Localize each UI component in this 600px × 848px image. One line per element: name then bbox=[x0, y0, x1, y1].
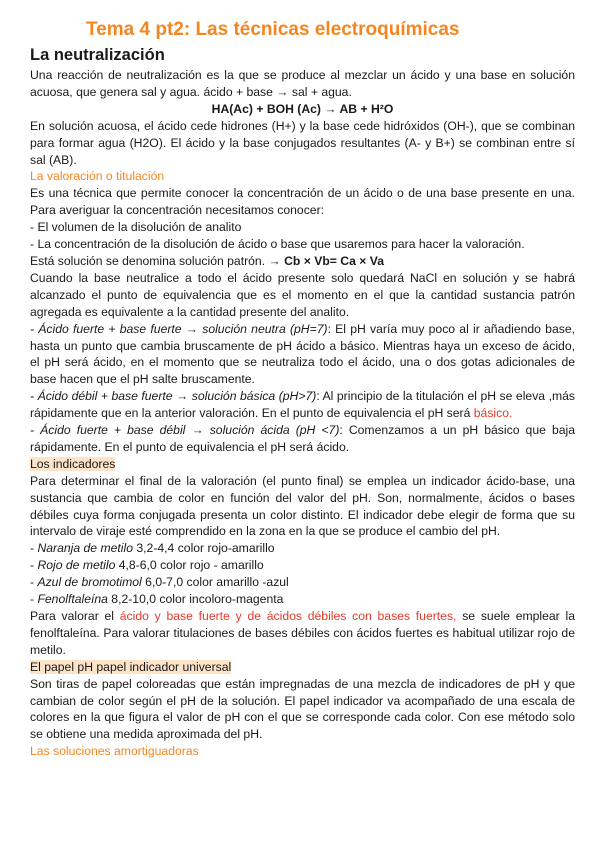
neutralization-equation: HA(Ac) + BOH (Ac) → AB + H²O bbox=[211, 101, 394, 116]
indicator-range: 3,2-4,4 color rojo-amarillo bbox=[132, 541, 275, 556]
case2-red: básico. bbox=[473, 406, 513, 421]
heading-papel-ph: El papel pH papel indicador universal bbox=[30, 659, 232, 674]
heading-indicadores-line bbox=[30, 456, 575, 473]
indicator-name: Naranja de metilo bbox=[37, 541, 133, 556]
list-item-concentracion: - La concentración de la disolución de ácido o base que usaremos para hacer la valoración. bbox=[30, 237, 525, 252]
p2-b: se suele emplear la fenolftaleína. Para valorar titulaciones de bases débiles con ácidos fuertes es habitual utilizar rojo de metilo. bbox=[30, 609, 575, 657]
acid-base-paragraph: En solución acuosa, el ácido cede hidrones (H+) y la base cede hidróxidos (OH-), que se combinan para formar agua (H2O). El ácido y la base conjugados resultantes (A- y B+) se combinan entre sí sal (AB). bbox=[30, 118, 575, 167]
patron-line bbox=[30, 253, 575, 270]
document-page bbox=[30, 18, 575, 760]
heading-valoracion: La valoración o titulación bbox=[30, 169, 165, 184]
fenolftaleina-paragraph bbox=[30, 608, 575, 659]
list-item-volumen: - El volumen de la disolución de analito bbox=[30, 220, 242, 235]
list-item: - Rojo de metilo 4,8-6,0 color rojo - amarillo bbox=[30, 558, 264, 573]
indicator-name: Azul de bromotimol bbox=[37, 575, 142, 590]
heading-papel-line bbox=[30, 659, 575, 676]
case3-text: : Comenzamos a un pH básico que baja rápidamente. En el punto de equivalencia el pH será ácido. bbox=[30, 423, 576, 454]
heading-indicadores: Los indicadores bbox=[30, 456, 116, 471]
papel-paragraph: Son tiras de papel coloreadas que están impregnadas de una mezcla de indicadores de pH y que cambian de color según el pH de la solución. El papel indicador va acompañado de una escala de colores en la que figura el valor de pH con el que se corresponde cada color. Con ese método solo se obtiene una medida aproximada del pH. bbox=[30, 676, 575, 742]
case2-text: : Al principio de la titulación el pH se eleva ,más rápidamente que en la anterior valoración. En el punto de equivalencia el pH será bbox=[30, 389, 575, 421]
indicadores-paragraph: Para determinar el final de la valoración (el punto final) se emplea un indicador ácido-base, una sustancia que cambia de color en función del valor del pH. Son, normalmente, ácidos o bases débiles cuya forma conjugada presenta un color distinto. El indicador debe elegir de forma que su intervalo de viraje esté comprendido en la zona en la que se produce el cambio del pH. bbox=[30, 473, 575, 539]
case1-text: : El pH varía muy poco al ir añadiendo base, hasta un punto que cambia bruscamente de pH ácido a básico. Mientras haya un exceso de ácido, el pH será ácido, en el momento que se neutraliza todo el ácido, una o dos gotas adicionales de base hacen que el pH salte bruscamente. bbox=[30, 321, 575, 387]
case-weak-strong bbox=[30, 388, 575, 422]
intro-paragraph: Una reacción de neutralización es la que se produce al mezclar un ácido y una base en solución acuosa, que genera sal y agua. ácido + base → sal + agua. bbox=[30, 68, 575, 99]
heading-neutralizacion: La neutralización bbox=[30, 46, 165, 64]
p2-red: ácido y base fuerte y de ácidos débiles con bases fuertes, bbox=[119, 609, 457, 623]
patron-formula: Cb × Vb= Ca × Va bbox=[284, 253, 384, 268]
equivalence-paragraph: Cuando la base neutralice a todo el ácido presente solo quedará NaCl en solución y se habrá alcanzado el punto de equivalencia que es el momento en el que la cantidad sustancia patrón agregada es equivalente a la cantidad presente del analito. bbox=[30, 270, 575, 319]
indicator-name: Rojo de metilo bbox=[37, 558, 116, 573]
valoracion-paragraph: Es una técnica que permite conocer la concentración de un ácido o de una base presente en una. Para averiguar la concentración necesitamos conocer: bbox=[30, 186, 575, 218]
case-strong-weak bbox=[30, 422, 575, 456]
patron-text: Está solución se denomina solución patrón. → bbox=[30, 253, 285, 268]
list-item: - Naranja de metilo 3,2-4,4 color rojo-amarillo bbox=[30, 541, 275, 556]
indicator-range: 6,0-7,0 color amarillo -azul bbox=[141, 575, 289, 590]
case2-label: - Ácido débil + base fuerte → solución básica (pH>7) bbox=[30, 389, 317, 404]
p2-a: Para valorar el bbox=[30, 609, 120, 623]
case1-label: - Ácido fuerte + base fuerte → solución neutra (pH=7) bbox=[30, 321, 328, 336]
case-strong-strong bbox=[30, 321, 575, 389]
case3-label: - Ácido fuerte + base débil → solución ácida (pH <7) bbox=[30, 423, 340, 438]
indicator-range: 8,2-10,0 color incoloro-magenta bbox=[107, 592, 284, 607]
list-item: - Fenolftaleína 8,2-10,0 color incoloro-magenta bbox=[30, 592, 284, 607]
page-title: Tema 4 pt2: Las técnicas electroquímicas bbox=[86, 19, 460, 40]
heading-amortiguadoras: Las soluciones amortiguadoras bbox=[30, 744, 199, 759]
list-item: - Azul de bromotimol 6,0-7,0 color amarillo -azul bbox=[30, 575, 289, 590]
indicator-range: 4,8-6,0 color rojo - amarillo bbox=[115, 558, 264, 573]
indicator-name: Fenolftaleína bbox=[37, 592, 108, 607]
